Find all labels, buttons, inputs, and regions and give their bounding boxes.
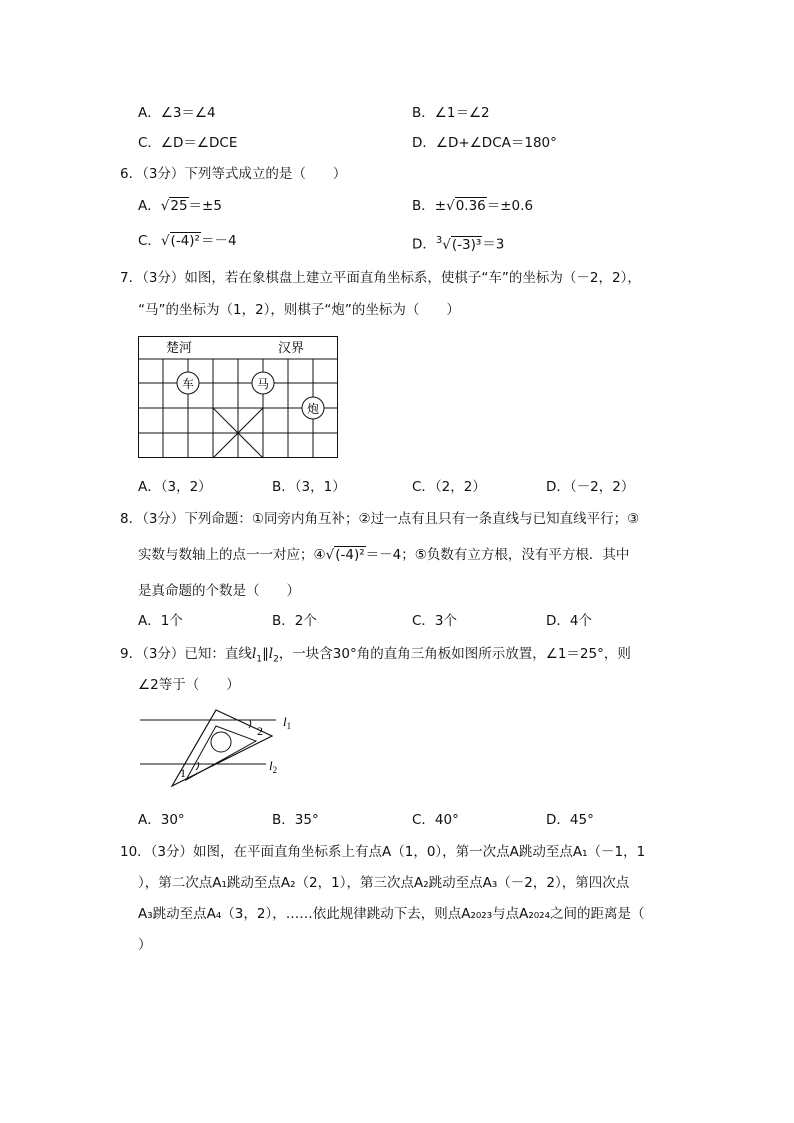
q8-option-d: D．4个 [546, 613, 592, 629]
q5-option-b: B．∠1＝∠2 [412, 105, 490, 121]
q7-stem-line1: 7．（3分）如图，若在象棋盘上建立平面直角坐标系，使棋子“车”的坐标为（－2，2）， [120, 270, 641, 286]
q8-option-c: C．3个 [412, 613, 458, 629]
q9-option-c: C．40° [412, 812, 459, 828]
q6-stem: 6．（3分）下列等式成立的是（ ） [120, 166, 347, 182]
l1-label: $l_1$ [283, 714, 292, 731]
set-square-inner [186, 726, 256, 780]
piece-pao-label: 炮 [306, 402, 320, 416]
triangle-figure [138, 704, 298, 796]
set-square [172, 710, 272, 786]
q9-stem-line2: ∠2等于（ ） [138, 677, 240, 693]
q10-line4: ） [138, 937, 152, 953]
angle1-arc [196, 762, 199, 770]
q9-option-b: B．35° [272, 812, 319, 828]
q8-stem-line1: 8．（3分）下列命题：①同旁内角互补；②过一点有且只有一条直线与已知直线平行；③ [120, 511, 640, 527]
chessboard-figure [138, 336, 338, 458]
q10-line3: A₃跳动至点A₄（3，2），……依此规律跳动下去，则点A₂₀₂₃与点A₂₀₂₄之间的距离是（ [138, 906, 645, 922]
piece-ma-label: 马 [256, 377, 270, 391]
q5-option-a: A．∠3＝∠4 [138, 105, 216, 121]
q8-stem-line2: 实数与数轴上的点一一对应；④√(-4)²＝－4；⑤负数有立方根，没有平方根．其中 [138, 547, 630, 563]
q8-option-a: A．1个 [138, 613, 183, 629]
river-right-label: 汉界 [278, 341, 305, 356]
set-square-hole [211, 732, 231, 752]
q5-option-d: D．∠D+∠DCA＝180° [412, 135, 557, 151]
q10-line1: 10．（3分）如图，在平面直角坐标系上有点A（1，0），第一次点A跳动至点A₁（－1，1 [120, 844, 646, 860]
angle2-arc [249, 720, 251, 728]
q7-option-b: B．（3，1） [272, 479, 346, 495]
q7-stem-line2: “马”的坐标为（1，2），则棋子“炮”的坐标为（ ） [138, 302, 460, 318]
piece-che-label: 车 [181, 377, 195, 391]
l2-label: $l_2$ [269, 758, 278, 775]
q6-option-a: A．√25＝±5 [138, 198, 222, 214]
angle2-label: 2 [257, 724, 263, 738]
river-left-label: 楚河 [166, 341, 193, 356]
q5-option-c: C．∠D＝∠DCE [138, 135, 238, 151]
q10-line2: ），第二次点A₁跳动至点A₂（2，1），第三次点A₂跳动至点A₃（－2，2），第四次点 [138, 875, 630, 891]
q9-stem-line1: 9．（3分）已知：直线$l_1\parallel l_2$，一块含30°角的直角三角板如图所示放置，∠1＝25°，则 [120, 646, 631, 665]
q6-option-b: B．±√0.36＝±0.6 [412, 198, 534, 214]
q7-option-d: D．（－2，2） [546, 479, 635, 495]
q9-option-a: A．30° [138, 812, 185, 828]
q7-option-a: A．（3，2） [138, 479, 212, 495]
q6-option-c: C．√(-4)²＝－4 [138, 233, 237, 249]
q8-stem-line3: 是真命题的个数是（ ） [138, 583, 300, 599]
q9-option-d: D．45° [546, 812, 594, 828]
q8-option-b: B．2个 [272, 613, 317, 629]
q7-option-c: C．（2，2） [412, 479, 486, 495]
q6-option-d: D．$^3$√(-3)³＝3 [412, 235, 505, 253]
angle1-label: 1 [180, 766, 186, 780]
